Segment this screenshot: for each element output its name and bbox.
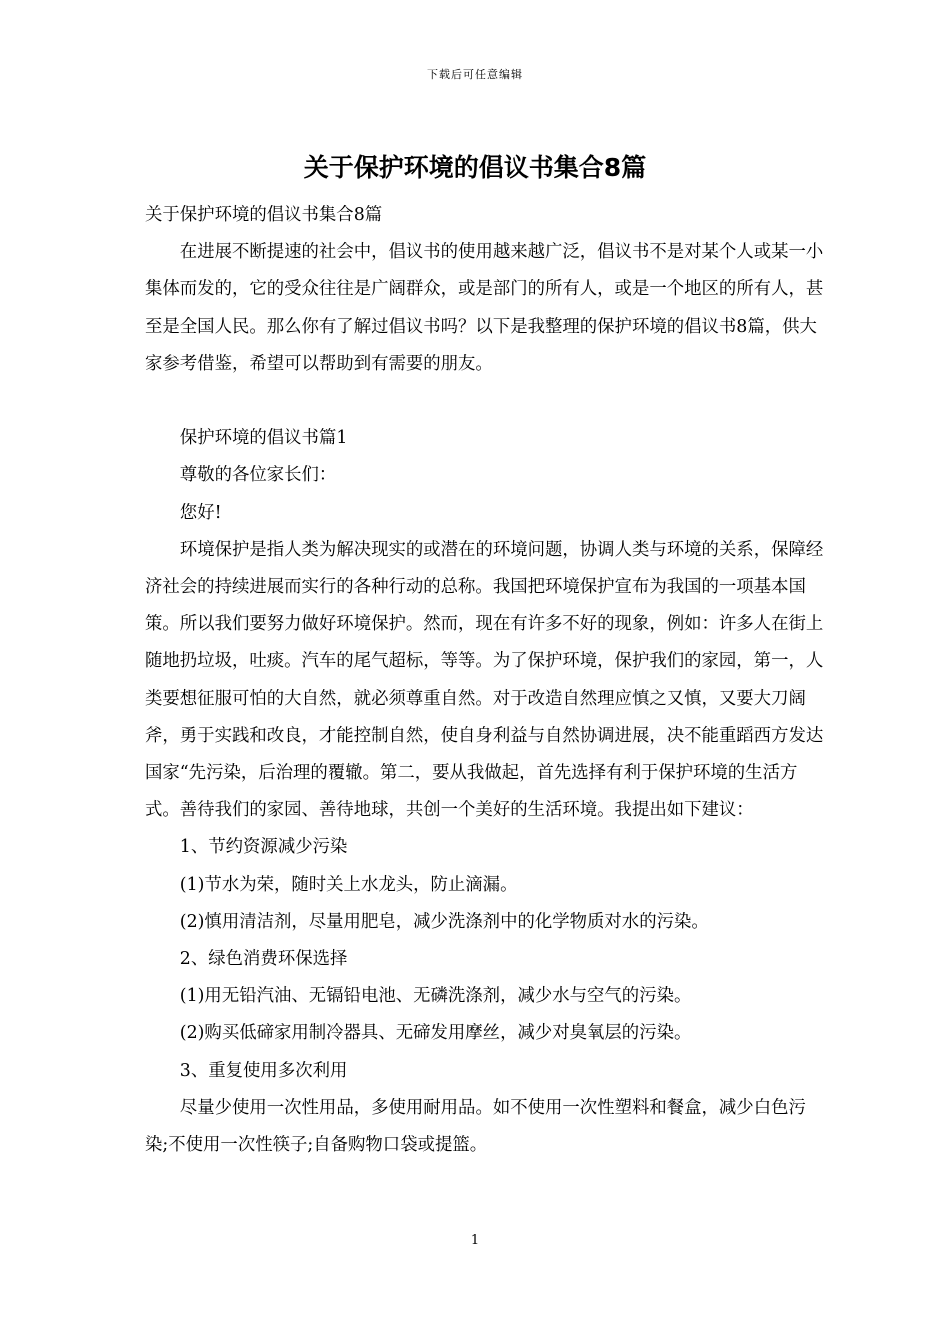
paragraph-spacer bbox=[145, 383, 825, 420]
list-item-1b: (2)慎用清洁剂，尽量用肥皂，减少洗涤剂中的化学物质对水的污染。 bbox=[179, 911, 709, 932]
list-heading-1: 1、节约资源减少污染 bbox=[179, 837, 348, 858]
section-heading: 保护环境的倡议书篇1 bbox=[179, 428, 348, 449]
main-paragraph: 环境保护是指人类为解决现实的或潜在的环境问题，协调人类与环境的关系，保障经济社会的持续进展而实行的各种行动的总称。我国把环境保护宣布为我国的一项基本国策。所以我们要努力做好环境保护。然而，现在有许多不好的现象，例如：许多人在街上随地扔垃圾，吐痰。汽车的尾气超标，等等。为了保护环境，保护我们的家园，第一，人类要想征服可怕的大自然，就必须尊重自然。对于改造自然理应慎之又慎，又要大刀阔斧，勇于实践和改良，才能控制自然，使自身利益与自然协调进展，决不能重蹈西方发达国家“先污染，后治理的覆辙。第二，要从我做起，首先选择有利于保护环境的生活方式。善待我们的家园、善待地球，共创一个美好的生活环境。我提出如下建议： bbox=[145, 539, 824, 821]
document-subtitle: 关于保护环境的倡议书集合8篇 bbox=[145, 205, 383, 225]
greeting: 您好! bbox=[179, 502, 222, 523]
list-item-1a: (1)节水为荣，随时关上水龙头，防止滴漏。 bbox=[179, 874, 518, 895]
page-number: 1 bbox=[470, 1233, 480, 1248]
list-item-2b: (2)购买低碲家用制冷器具、无碲发用摩丝，减少对臭氧层的污染。 bbox=[179, 1023, 692, 1044]
list-heading-2: 2、绿色消费环保选择 bbox=[179, 949, 348, 970]
document-body bbox=[145, 197, 825, 1164]
list-item-3-text: 尽量少使用一次性用品，多使用耐用品。如不使用一次性塑料和餐盒，减少白色污染;不使用一次性筷子;自备购物口袋或提篮。 bbox=[145, 1097, 806, 1156]
list-heading-3: 3、重复使用多次利用 bbox=[179, 1060, 348, 1081]
page-header-note: 下载后可任意编辑 bbox=[427, 68, 523, 81]
salutation: 尊敬的各位家长们： bbox=[179, 465, 337, 486]
document-title: 关于保护环境的倡议书集合8篇 bbox=[303, 153, 647, 182]
list-item-2a: (1)用无铅汽油、无镉铅电池、无磷洗涤剂，减少水与空气的污染。 bbox=[179, 986, 692, 1007]
intro-paragraph: 在进展不断提速的社会中，倡议书的使用越来越广泛，倡议书不是对某个人或某一小集体而发的，它的受众往往是广阔群众，或是部门的所有人，或是一个地区的所有人，甚至是全国人民。那么你有了解过倡议书吗？以下是我整理的保护环境的倡议书8篇，供大家参考借鉴，希望可以帮助到有需要的朋友。 bbox=[145, 242, 824, 374]
